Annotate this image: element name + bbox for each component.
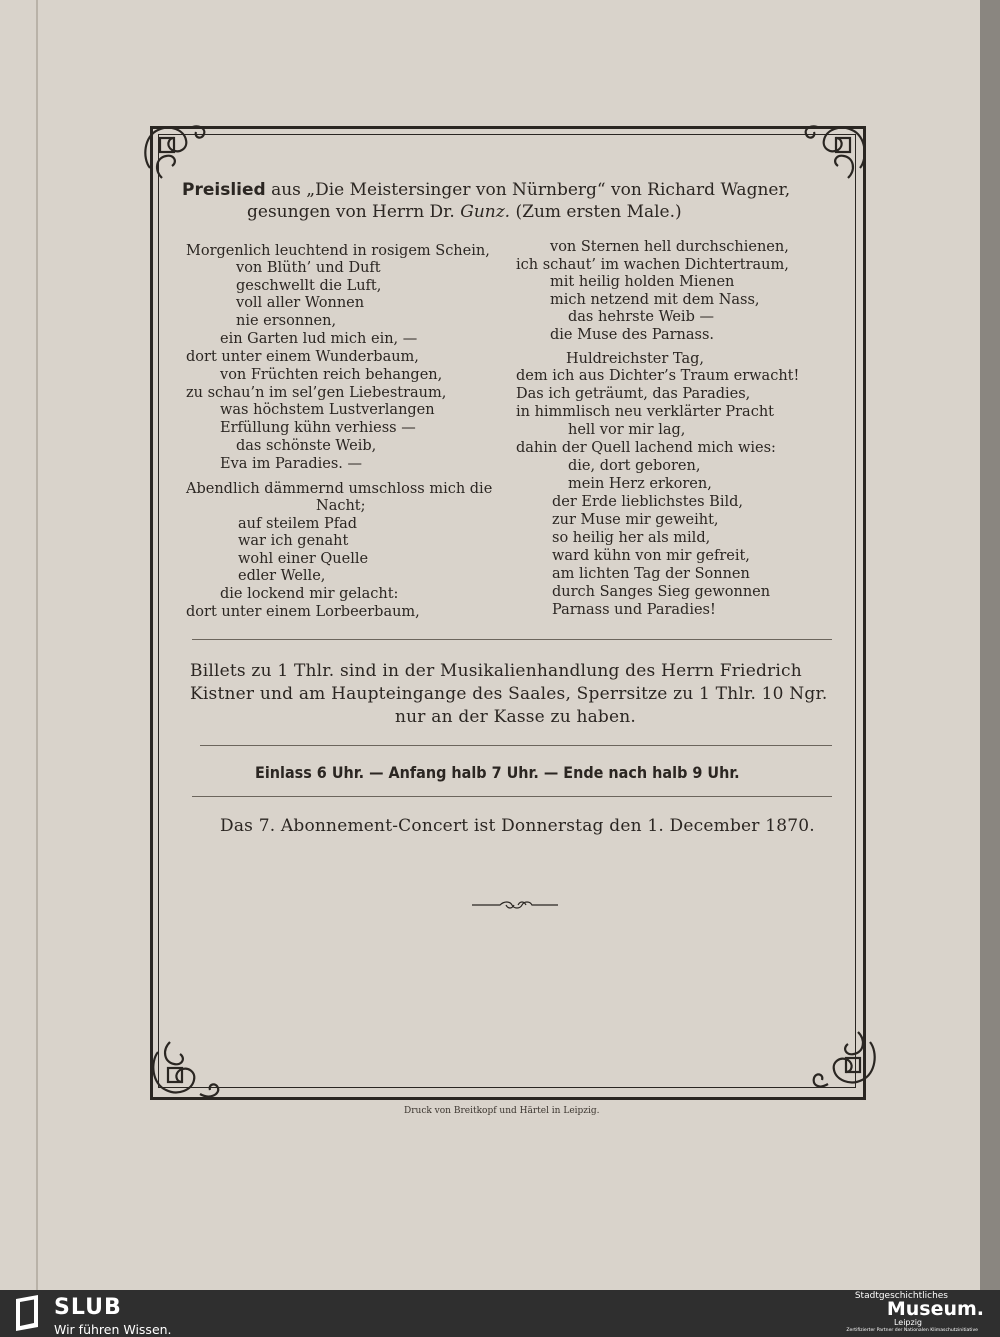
poem-left-line: was höchstem Lustverlangen bbox=[220, 402, 435, 418]
divider-2 bbox=[200, 745, 832, 746]
next-concert-notice: Das 7. Abonnement-Concert ist Donnerstag den 1. December 1870. bbox=[220, 816, 815, 836]
printer-imprint: Druck von Breitkopf und Härtel in Leipzig. bbox=[404, 1106, 600, 1116]
poem-right-line: mich netzend mit dem Nass, bbox=[550, 292, 760, 308]
poem-right-line: am lichten Tag der Sonnen bbox=[552, 566, 750, 582]
poem-left-line: war ich genaht bbox=[238, 533, 349, 549]
poem-left-line: das schönste Weib, bbox=[236, 438, 377, 454]
page-fold-line bbox=[36, 0, 38, 1290]
corner-ornament-top-left bbox=[140, 118, 210, 188]
tickets-line-2: Kistner und am Haupteingange des Saales, Sperrsitze zu 1 Thlr. 10 Ngr. bbox=[190, 684, 828, 704]
flourish-ornament bbox=[470, 897, 560, 913]
footer-bar bbox=[0, 1290, 1000, 1337]
poem-left-line: edler Welle, bbox=[238, 568, 326, 584]
tickets-line-1: Billets zu 1 Thlr. sind in der Musikalienhandlung des Herrn Friedrich bbox=[190, 661, 802, 681]
divider-1 bbox=[192, 639, 832, 640]
corner-ornament-bottom-right bbox=[810, 1026, 880, 1096]
poem-right-line: ich schaut’ im wachen Dichtertraum, bbox=[516, 257, 789, 273]
slub-wordmark[interactable]: SLUB bbox=[54, 1295, 122, 1320]
poem-right-line: zur Muse mir geweiht, bbox=[552, 512, 719, 528]
poem-right-line: die, dort geboren, bbox=[568, 458, 701, 474]
poem-right-line: so heilig her als mild, bbox=[552, 530, 711, 546]
tickets-line-3: nur an der Kasse zu haben. bbox=[395, 707, 637, 727]
divider-3 bbox=[192, 796, 832, 797]
poem-right-line: mein Herz erkoren, bbox=[568, 476, 712, 492]
poem-left-line: dort unter einem Wunderbaum, bbox=[186, 349, 419, 365]
song-title-text: aus „Die Meistersinger von Nürnberg“ von Richard Wagner, bbox=[265, 180, 791, 200]
poem-left-line: von Blüth’ und Duft bbox=[236, 260, 381, 276]
slub-logo-icon bbox=[12, 1293, 42, 1333]
poem-left-line: Nacht; bbox=[316, 498, 366, 514]
song-singer-prefix: gesungen von Herrn Dr. bbox=[247, 202, 461, 222]
page-edge bbox=[980, 0, 1000, 1290]
poem-left-line: Eva im Paradies. — bbox=[220, 456, 363, 472]
singer-name: Gunz. bbox=[460, 202, 511, 222]
admission-times: Einlass 6 Uhr. — Anfang halb 7 Uhr. — Ende nach halb 9 Uhr. bbox=[255, 763, 740, 782]
poem-left-line: dort unter einem Lorbeerbaum, bbox=[186, 604, 420, 620]
poem-left-line: Abendlich dämmernd umschloss mich die bbox=[186, 481, 493, 497]
poem-right-line: mit heilig holden Mienen bbox=[550, 274, 735, 290]
poem-left-line: die lockend mir gelacht: bbox=[220, 586, 399, 602]
premiere-note: (Zum ersten Male.) bbox=[510, 202, 682, 222]
poem-right-line: das hehrste Weib — bbox=[568, 309, 714, 325]
poem-right-line: Das ich geträumt, das Paradies, bbox=[516, 386, 751, 402]
poem-left-line: nie ersonnen, bbox=[236, 313, 337, 329]
poem-left-line: von Früchten reich behangen, bbox=[220, 367, 443, 383]
song-title-bold: Preislied bbox=[182, 180, 266, 200]
poem-right-line: von Sternen hell durchschienen, bbox=[550, 239, 789, 255]
poem-right-line: dem ich aus Dichter’s Traum erwacht! bbox=[516, 368, 800, 384]
poem-right-line: dahin der Quell lachend mich wies: bbox=[516, 440, 776, 456]
slub-tagline: Wir führen Wissen. bbox=[54, 1322, 172, 1337]
poem-left-line: wohl einer Quelle bbox=[238, 551, 369, 567]
poem-right-line: Parnass und Paradies! bbox=[552, 602, 716, 618]
song-title-line-1 bbox=[182, 180, 790, 200]
poem-left-line: auf steilem Pfad bbox=[238, 516, 358, 532]
poem-left-line: voll aller Wonnen bbox=[236, 295, 365, 311]
corner-ornament-top-right bbox=[800, 118, 870, 188]
song-title-line-2 bbox=[247, 202, 682, 222]
poem-right-line: der Erde lieblichstes Bild, bbox=[552, 494, 743, 510]
poem-right-line: ward kühn von mir gefreit, bbox=[552, 548, 750, 564]
poem-right-line: durch Sanges Sieg gewonnen bbox=[552, 584, 771, 600]
museum-certification: Zertifizierter Partner der Nationalen Klimaschutzinitiative bbox=[846, 1328, 978, 1333]
poem-right-line: hell vor mir lag, bbox=[568, 422, 686, 438]
poem-right-line: in himmlisch neu verklärter Pracht bbox=[516, 404, 774, 420]
poem-left-line: ein Garten lud mich ein, — bbox=[220, 331, 418, 347]
poem-left-line: geschwellt die Luft, bbox=[236, 278, 382, 294]
poem-left-line: zu schau’n im sel’gen Liebestraum, bbox=[186, 385, 447, 401]
museum-subtitle: Stadtgeschichtliches bbox=[854, 1291, 948, 1301]
poem-left-line: Erfüllung kühn verhiess — bbox=[220, 420, 416, 436]
poem-right-line: Huldreichster Tag, bbox=[566, 351, 704, 367]
museum-city: Leipzig bbox=[893, 1318, 922, 1327]
poem-right-line: die Muse des Parnass. bbox=[550, 327, 714, 343]
corner-ornament-bottom-left bbox=[148, 1036, 228, 1106]
museum-wordmark[interactable]: Museum. bbox=[886, 1298, 984, 1320]
poem-left-line: Morgenlich leuchtend in rosigem Schein, bbox=[186, 243, 490, 259]
